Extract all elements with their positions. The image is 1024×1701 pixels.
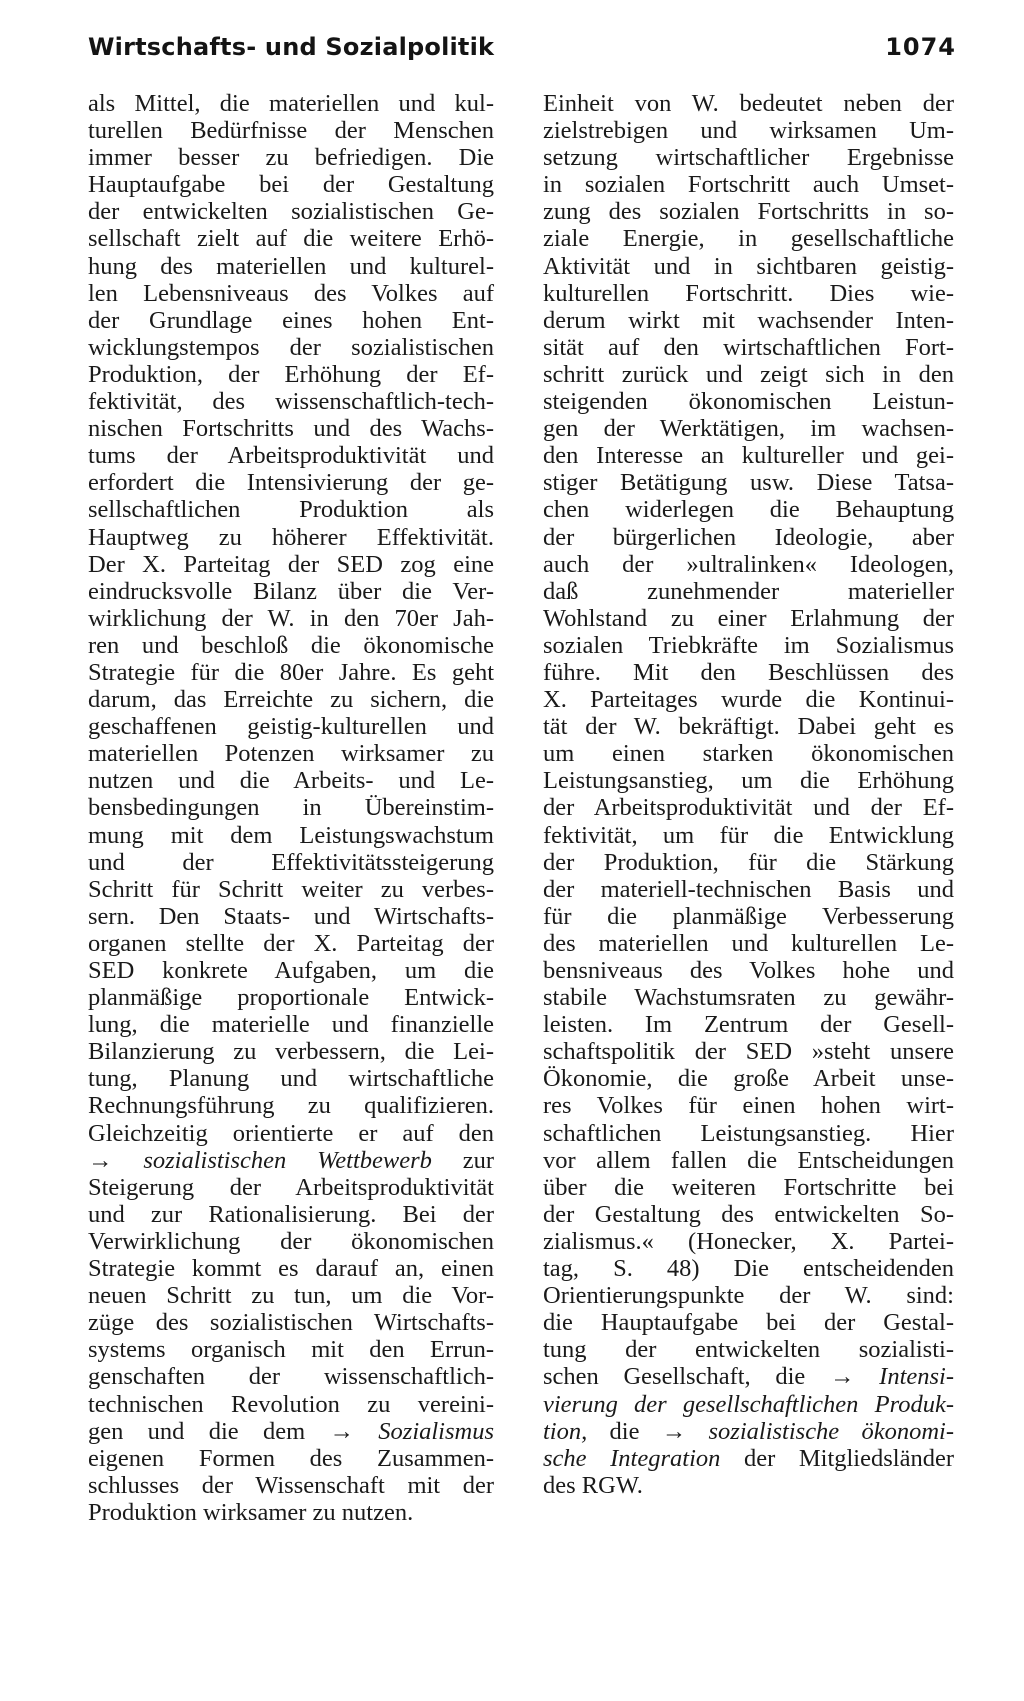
text-line: geschaffenen geistig-kulturellen und [88, 713, 494, 741]
text-line: wicklungstempos der sozialistischen [88, 333, 494, 361]
text-run: die → [587, 1417, 709, 1445]
text-line: der Grundlage eines hohen Ent- [88, 306, 494, 334]
text-line: für die planmäßige Verbesserung [543, 902, 954, 930]
text-line: neuen Schritt zu tun, um die Vor- [88, 1282, 494, 1310]
text-line: bensbedingungen in Übereinstim- [88, 794, 494, 822]
text-line: planmäßige proportionale Entwick- [88, 984, 494, 1012]
text-line: sität auf den wirtschaftlichen Fort- [543, 333, 954, 361]
text-line: schaftlichen Leistungsanstieg. Hier [543, 1119, 954, 1147]
text-line: nutzen und die Arbeits- und Le- [88, 767, 494, 795]
text-line: sozialen Triebkräfte im Sozialismus [543, 631, 954, 659]
text-line: fektivität, um für die Entwicklung [543, 821, 954, 849]
text-line: Ökonomie, die große Arbeit unse- [543, 1065, 954, 1093]
text-run: gen und die dem → [88, 1417, 379, 1445]
text-line: len Lebensniveaus des Volkes auf [88, 279, 494, 307]
text-line: gen der Werktätigen, im wachsen- [543, 415, 954, 443]
text-line: der bürgerlichen Ideologie, aber [543, 523, 954, 551]
text-line: hung des materiellen und kulturel- [88, 252, 494, 280]
text-line: über die weiteren Fortschritte bei [543, 1173, 954, 1201]
text-line: Schritt für Schritt weiter zu verbes- [88, 875, 494, 903]
text-line: stiger Betätigung usw. Diese Tatsa- [543, 469, 954, 497]
text-line: zielstrebigen und wirksamen Um- [543, 117, 954, 145]
text-line: tung, Planung und wirtschaftliche [88, 1065, 494, 1093]
text-line: systems organisch mit den Errun- [88, 1336, 494, 1364]
running-head: Wirtschafts- und Sozialpolitik [88, 33, 495, 61]
text-line: ziale Energie, in gesellschaftliche [543, 225, 954, 253]
text-line: nischen Fortschritts und des Wachs- [88, 415, 494, 443]
text-line: in sozialen Fortschritt auch Umset- [543, 171, 954, 199]
text-line: leisten. Im Zentrum der Gesell- [543, 1011, 954, 1039]
text-line: den Interesse an kultureller und gei- [543, 442, 954, 470]
text-line: der entwickelten sozialistischen Ge- [88, 198, 494, 226]
text-line: genschaften der wissenschaftlich- [88, 1363, 494, 1391]
text-run: schen Gesellschaft, die → [543, 1363, 880, 1391]
text-line: daß zunehmender materieller [543, 577, 954, 605]
text-line: tung der entwickelten sozialisti- [543, 1336, 954, 1364]
italic-term: sozialistischen Wettbewerb [143, 1146, 432, 1174]
text-line: die Hauptaufgabe bei der Gestal- [543, 1309, 954, 1337]
text-line [543, 1363, 954, 1390]
text-line [88, 1147, 494, 1174]
italic-term: tion, [543, 1417, 588, 1445]
text-line: Produktion, der Erhöhung der Ef- [88, 360, 494, 388]
text-line: schritt zurück und zeigt sich in den [543, 360, 954, 388]
text-line: Produktion wirksamer zu nutzen. [88, 1498, 414, 1526]
text-line [543, 1418, 954, 1445]
text-line: vor allem fallen die Entscheidungen [543, 1146, 954, 1174]
text-line: SED konkrete Aufgaben, um die [88, 957, 494, 984]
text-line: derum wirkt mit wachsender Inten- [543, 306, 954, 334]
text-run: der Mitgliedsländer [720, 1444, 954, 1472]
text-line: turellen Bedürfnisse der Menschen [88, 117, 494, 145]
text-line: Aktivität und in sichtbaren geistig- [543, 252, 954, 280]
text-line: bensniveaus des Volkes hohe und [543, 957, 954, 984]
text-line: und der Effektivitätssteigerung [88, 848, 494, 876]
text-line [543, 1445, 954, 1472]
text-line: des RGW. [543, 1471, 643, 1499]
text-line: und zur Rationalisierung. Bei der [88, 1200, 494, 1228]
text-line: Verwirklichung der ökonomischen [88, 1227, 494, 1255]
text-line: sellschaft zielt auf die weitere Erhö- [88, 225, 494, 253]
text-line: Hauptweg zu höherer Effektivität. [88, 523, 494, 551]
text-line: Orientierungspunkte der W. sind: [543, 1282, 954, 1310]
text-line: X. Parteitages wurde die Kontinui- [543, 686, 954, 714]
text-line: lung, die materielle und finanzielle [88, 1011, 494, 1039]
text-line: um einen starken ökonomischen [543, 740, 954, 768]
text-line: Einheit von W. bedeutet neben der [543, 90, 954, 117]
text-line: zung des sozialen Fortschritts in so- [543, 198, 954, 226]
text-line: fektivität, des wissenschaftlich-tech- [88, 388, 494, 416]
text-line: Leistungsanstieg, um die Erhöhung [543, 767, 954, 795]
text-line: Rechnungsführung zu qualifizieren. [88, 1092, 494, 1120]
text-line: darum, das Erreichte zu sichern, die [88, 686, 494, 714]
text-line: der Arbeitsproduktivität und der Ef- [543, 794, 954, 822]
text-line: tums der Arbeitsproduktivität und [88, 442, 494, 470]
text-line: führe. Mit den Beschlüssen des [543, 658, 954, 686]
text-line: steigenden ökonomischen Leistun- [543, 388, 954, 416]
text-line: Bilanzierung zu verbessern, die Lei- [88, 1038, 494, 1066]
text-line: tät der W. bekräftigt. Dabei geht es [543, 713, 954, 741]
page-number: 1074 [885, 33, 956, 61]
text-line: als Mittel, die materiellen und kul- [88, 90, 494, 117]
text-line: immer besser zu befriedigen. Die [88, 144, 494, 172]
text-line: Gleichzeitig orientierte er auf den [88, 1119, 494, 1147]
italic-term: vierung der gesellschaftlichen Produk- [543, 1390, 954, 1418]
italic-term: Intensi- [879, 1363, 954, 1391]
text-line: auch der »ultralinken« Ideologen, [543, 550, 954, 578]
text-line: sern. Den Staats- und Wirtschafts- [88, 902, 494, 930]
italic-term: sche Integration [543, 1444, 721, 1472]
text-line [543, 1391, 954, 1418]
text-line: wirklichung der W. in den 70er Jah- [88, 604, 494, 632]
text-column-left [88, 90, 494, 1526]
text-line: Wohlstand zu einer Erlahmung der [543, 604, 954, 632]
text-line: materiellen Potenzen wirksamer zu [88, 740, 494, 768]
text-line: Strategie kommt es darauf an, einen [88, 1255, 494, 1283]
text-line: organen stellte der X. Parteitag der [88, 929, 494, 957]
text-line: Hauptaufgabe bei der Gestaltung [88, 171, 494, 199]
text-line: der materiell-technischen Basis und [543, 875, 954, 903]
text-line: eindrucksvolle Bilanz über die Ver- [88, 577, 494, 605]
text-line: schaftspolitik der SED »steht unsere [543, 1038, 954, 1066]
text-line: züge des sozialistischen Wirtschafts- [88, 1309, 494, 1337]
text-line [88, 1418, 494, 1445]
text-line: eigenen Formen des Zusammen- [88, 1444, 494, 1472]
text-line: des materiellen und kulturellen Le- [543, 929, 954, 957]
italic-term: sozialistische ökonomi- [708, 1417, 954, 1445]
text-run: → [88, 1146, 144, 1174]
text-line: technischen Revolution zu vereini- [88, 1390, 494, 1418]
text-line: tag, S. 48) Die entscheidenden [543, 1255, 954, 1283]
text-line: setzung wirtschaftlicher Ergebnisse [543, 144, 954, 172]
italic-term: Sozialismus [378, 1417, 494, 1445]
text-line: schlusses der Wissenschaft mit der [88, 1471, 494, 1499]
text-line: chen widerlegen die Behauptung [543, 496, 954, 524]
text-line: Steigerung der Arbeitsproduktivität [88, 1173, 494, 1201]
text-line: kulturellen Fortschritt. Dies wie- [543, 279, 954, 307]
text-line: Der X. Parteitag der SED zog eine [88, 550, 494, 578]
text-line: zialismus.« (Honecker, X. Partei- [543, 1227, 954, 1255]
text-run: zur [431, 1146, 494, 1174]
text-line: sellschaftlichen Produktion als [88, 496, 494, 524]
text-line: der Produktion, für die Stärkung [543, 848, 954, 876]
text-line: stabile Wachstumsraten zu gewähr- [543, 984, 954, 1012]
text-line: erfordert die Intensivierung der ge- [88, 469, 494, 497]
text-column-right [543, 90, 954, 1499]
text-line: mung mit dem Leistungswachstum [88, 821, 494, 849]
text-line: Strategie für die 80er Jahre. Es geht [88, 658, 494, 686]
text-line: der Gestaltung des entwickelten So- [543, 1200, 954, 1228]
text-line: ren und beschloß die ökonomische [88, 631, 494, 659]
text-line: res Volkes für einen hohen wirt- [543, 1092, 954, 1120]
